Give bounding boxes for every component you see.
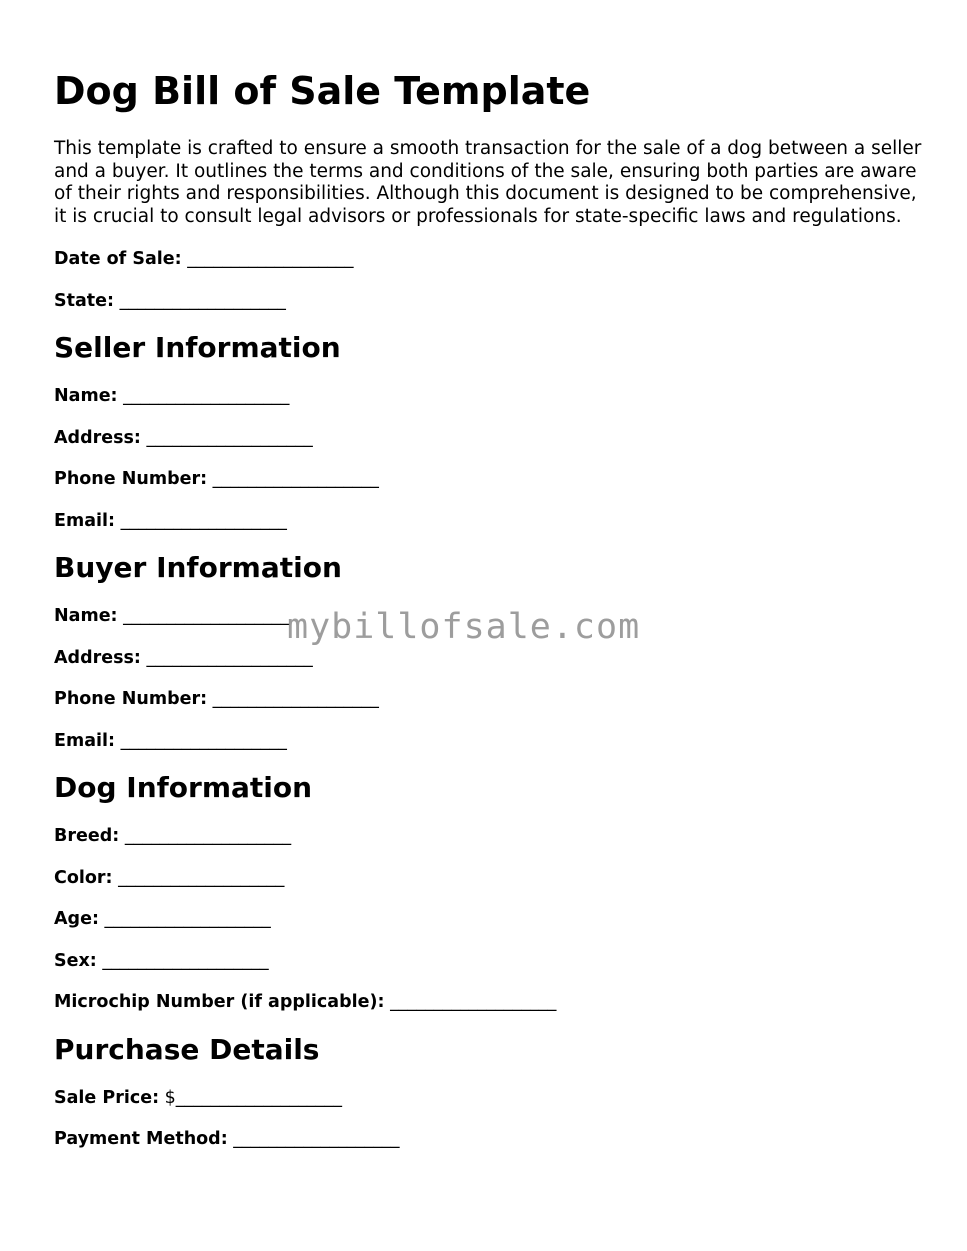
buyer-name-blank[interactable]: ___________________: [123, 606, 290, 626]
dog-color-blank[interactable]: ___________________: [118, 867, 285, 888]
dog-color-label: Color:: [54, 867, 113, 888]
watermark: mybillofsale.com: [287, 607, 641, 647]
payment-method-label: Payment Method:: [54, 1129, 228, 1149]
sale-price-field[interactable]: [54, 1087, 922, 1109]
seller-address-field[interactable]: [54, 427, 922, 449]
payment-method-field[interactable]: [54, 1128, 922, 1150]
seller-name-label: Name:: [54, 386, 118, 406]
buyer-address-blank[interactable]: ___________________: [146, 647, 313, 668]
dog-age-field[interactable]: [54, 908, 922, 930]
seller-phone-label: Phone Number:: [54, 469, 208, 489]
seller-email-field[interactable]: [54, 510, 922, 532]
seller-name-field[interactable]: [54, 385, 922, 407]
seller-name-blank[interactable]: ___________________: [123, 386, 290, 406]
sale-price-blank[interactable]: ___________________: [175, 1087, 343, 1108]
date-of-sale-label: Date of Sale:: [54, 249, 182, 269]
buyer-address-field[interactable]: [54, 647, 922, 669]
dog-breed-blank[interactable]: ___________________: [124, 826, 292, 846]
seller-section-heading: Seller Information: [54, 331, 341, 364]
seller-address-blank[interactable]: ___________________: [146, 427, 313, 448]
state-field[interactable]: [54, 290, 922, 312]
date-of-sale-blank[interactable]: ___________________: [187, 249, 354, 269]
buyer-phone-field[interactable]: [54, 688, 922, 710]
dog-sex-label: Sex:: [54, 950, 97, 971]
seller-email-label: Email:: [54, 510, 115, 531]
buyer-email-field[interactable]: [54, 730, 922, 752]
seller-phone-field[interactable]: [54, 468, 922, 490]
seller-address-label: Address:: [54, 427, 141, 448]
seller-phone-blank[interactable]: ___________________: [212, 469, 379, 489]
dog-age-blank[interactable]: ___________________: [104, 909, 271, 929]
dog-age-label: Age:: [54, 909, 99, 929]
dog-sex-blank[interactable]: ___________________: [102, 950, 269, 971]
buyer-section-heading: Buyer Information: [54, 551, 342, 584]
buyer-name-label: Name:: [54, 606, 118, 626]
dog-microchip-blank[interactable]: ___________________: [390, 992, 557, 1012]
page-title: Dog Bill of Sale Template: [54, 69, 591, 113]
dog-breed-field[interactable]: [54, 825, 922, 847]
dog-section-heading: Dog Information: [54, 771, 313, 804]
dog-sex-field[interactable]: [54, 950, 922, 972]
date-of-sale-field[interactable]: [54, 248, 922, 270]
dog-color-field[interactable]: [54, 867, 922, 889]
intro-paragraph: This template is crafted to ensure a smooth transaction for the sale of a dog between a seller and a buyer. It outlines the terms and conditions of the sale, ensuring both parties are aware of their rights and responsibilities. Although this document is designed to be comprehensive, it is crucial to consult legal advisors or professionals for state-specific laws and regulations.: [54, 138, 922, 227]
seller-email-blank[interactable]: ___________________: [120, 510, 287, 531]
purchase-section-heading: Purchase Details: [54, 1032, 320, 1066]
buyer-email-label: Email:: [54, 730, 115, 751]
buyer-phone-blank[interactable]: ___________________: [212, 689, 379, 709]
sale-price-label: Sale Price:: [54, 1087, 160, 1108]
buyer-phone-label: Phone Number:: [54, 689, 208, 709]
sale-price-currency: $: [164, 1087, 176, 1108]
dog-microchip-field[interactable]: [54, 991, 922, 1013]
buyer-address-label: Address:: [54, 647, 141, 668]
state-blank[interactable]: ___________________: [119, 290, 286, 311]
state-label: State:: [54, 290, 115, 311]
payment-method-blank[interactable]: ___________________: [233, 1129, 400, 1149]
buyer-email-blank[interactable]: ___________________: [120, 730, 287, 751]
dog-microchip-label: Microchip Number (if applicable):: [54, 992, 385, 1012]
dog-breed-label: Breed:: [54, 826, 120, 846]
